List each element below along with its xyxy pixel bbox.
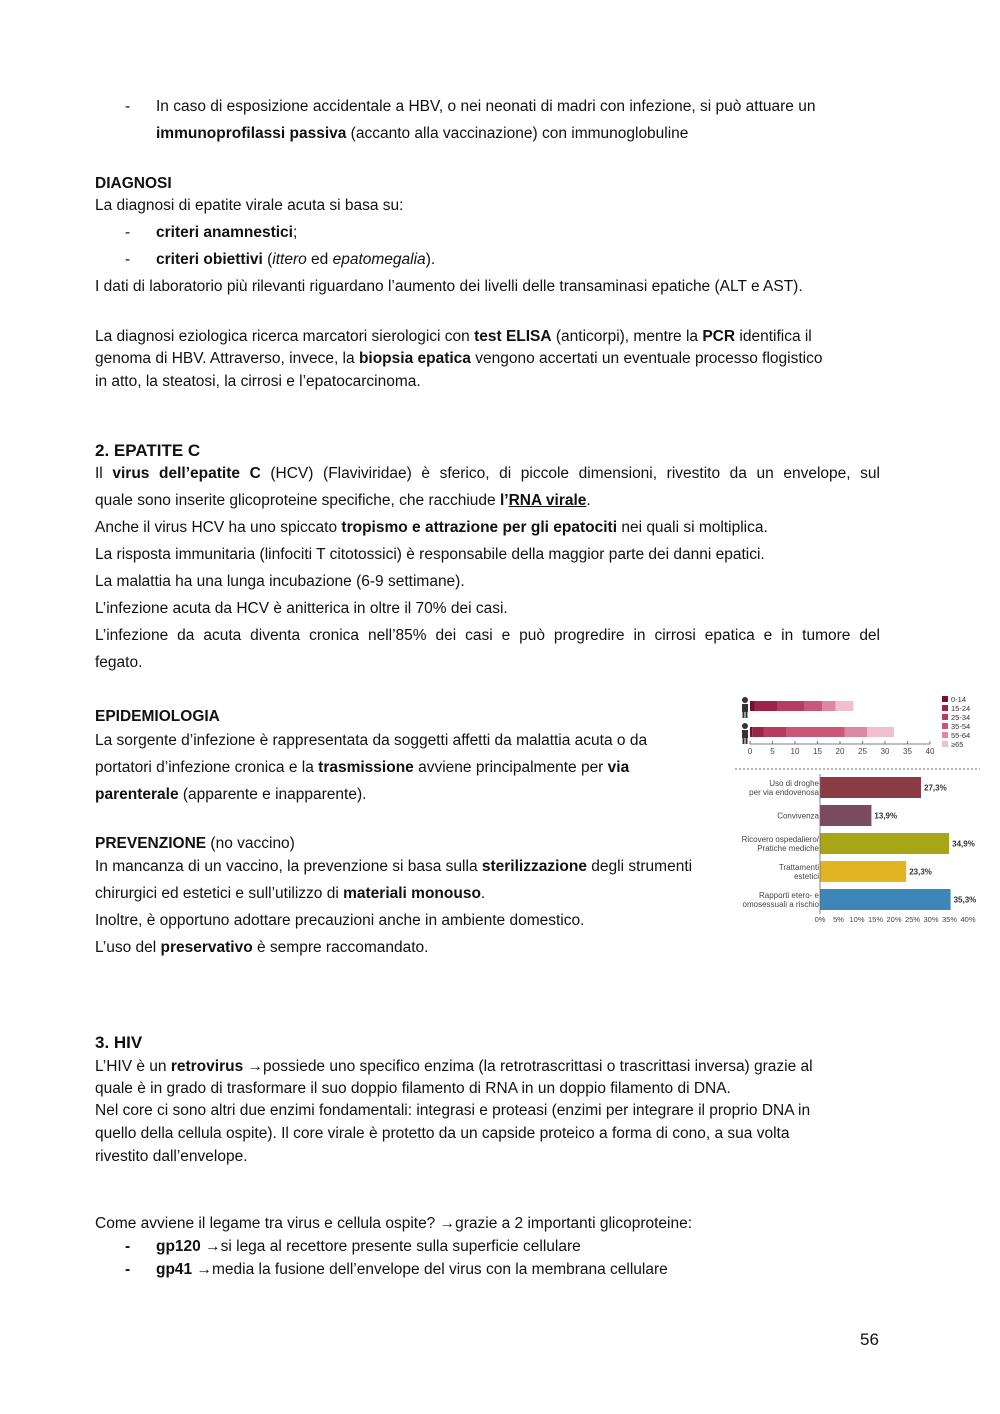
hiv-question: Come avviene il legame tra virus e cellula ospite? →grazie a 2 importanti glicoproteine: xyxy=(95,1215,693,1232)
age-tick-label: 35 xyxy=(903,747,912,756)
age-tick-label: 25 xyxy=(858,747,867,756)
diagnosi-intro: La diagnosi di epatite virale acuta si basa su: xyxy=(95,197,404,214)
age-tick-label: 10 xyxy=(790,747,800,756)
hiv-line4: quello della cellula ospite). Il core virale è protetto da un capside proteico a forma di cono, a sua volta xyxy=(95,1125,790,1142)
risk-bar xyxy=(820,777,921,798)
risk-bar xyxy=(820,833,949,854)
age-bar-segment xyxy=(755,701,778,711)
bullet-dash: - xyxy=(125,251,131,268)
hcv-line1: Il virus dell’epatite C (HCV) (Flaviviridae) è sferico, di piccole dimensioni, rivestito da un envelope, sul xyxy=(95,465,880,482)
age-tick-label: 5 xyxy=(770,747,775,756)
epidemiologia-heading: EPIDEMIOLOGIA xyxy=(95,708,220,725)
age-bar-segment xyxy=(822,701,836,711)
epidemiologia-line3: parenterale (apparente e inapparente). xyxy=(95,786,367,803)
age-legend-label: 55-64 xyxy=(951,731,971,740)
age-tick-label: 15 xyxy=(813,747,822,756)
hcv-line4: La risposta immunitaria (linfociti T citotossici) è responsabile della maggior parte dei danni epatici. xyxy=(95,546,765,563)
age-bar-segment xyxy=(836,701,854,711)
risk-value-label: 13,9% xyxy=(874,811,898,821)
hiv-line3: Nel core ci sono altri due enzimi fondamentali: integrasi e proteasi (enzimi per integrare il proprio DNA in xyxy=(95,1102,811,1119)
age-distribution-chart xyxy=(735,695,980,769)
hcv-heading: 2. EPATITE C xyxy=(95,441,201,460)
hiv-line2: quale è in grado di trasformare il suo doppio filamento di RNA in un doppio filamento di DNA. xyxy=(95,1080,731,1097)
risk-value-label: 23,3% xyxy=(909,867,932,877)
age-bar-segment xyxy=(764,727,787,737)
age-legend-label: 15-24 xyxy=(951,704,971,713)
diagnosi-heading: DIAGNOSI xyxy=(95,175,172,192)
age-legend-label: 25-34 xyxy=(951,713,971,722)
risk-tick-label: 10% xyxy=(849,915,865,924)
age-tick-label: 0 xyxy=(747,747,753,756)
hiv-heading: 3. HIV xyxy=(95,1033,143,1052)
age-legend-swatch xyxy=(942,705,948,711)
age-bar-segment xyxy=(777,701,804,711)
prevenzione-line3: Inoltre, è opportuno adottare precauzioni anche in ambiente domestico. xyxy=(95,912,585,929)
risk-value-label: 34,9% xyxy=(952,839,975,849)
age-legend-label: 0-14 xyxy=(951,695,967,704)
risk-tick-label: 5% xyxy=(833,915,844,924)
age-legend-swatch xyxy=(942,741,948,747)
age-tick-label: 30 xyxy=(880,747,890,756)
diagnosi-lab: I dati di laboratorio più rilevanti riguardano l’aumento dei livelli delle transaminasi epatiche (ALT e AST). xyxy=(95,278,803,295)
age-bar-segment xyxy=(845,727,868,737)
risk-tick-label: 0% xyxy=(814,915,826,924)
age-bar-segment xyxy=(786,727,845,737)
epidemiologia-line1: La sorgente d’infezione è rappresentata da soggetti affetti da malattia acuta o da xyxy=(95,732,648,749)
risk-category-label: Rapporti etero- e omosessuali a rischio xyxy=(742,891,819,909)
age-bar-segment xyxy=(750,701,755,711)
hiv-line5: rivestito dall’envelope. xyxy=(95,1148,248,1165)
risk-value-label: 27,3% xyxy=(924,783,947,793)
risk-tick-label: 30% xyxy=(923,915,939,924)
age-legend-swatch xyxy=(942,723,948,729)
risk-tick-label: 25% xyxy=(904,915,921,924)
hiv-bullet-gp41: gp41 →media la fusione dell’envelope del virus con la membrana cellulare xyxy=(156,1261,668,1278)
risk-category-label: Convivenza xyxy=(777,811,819,821)
prevenzione-line1: In mancanza di un vaccino, la prevenzione si basa sulla sterilizzazione degli strumenti xyxy=(95,858,693,875)
bullet-dash: - xyxy=(125,1238,131,1255)
hbv-bullet-line2: immunoprofilassi passiva (accanto alla vaccinazione) con immunoglobuline xyxy=(156,125,689,142)
risk-tick-label: 35% xyxy=(941,915,958,924)
prevenzione-line4: L’uso del preservativo è sempre raccomandato. xyxy=(95,939,429,956)
risk-category-label: Ricovero ospedaliero/ Pratiche mediche xyxy=(741,835,819,853)
age-legend-label: 35-54 xyxy=(951,722,971,731)
diagnosi-p2-line1: La diagnosi eziologica ricerca marcatori sierologici con test ELISA (anticorpi), mentre la PCR identifica il xyxy=(95,328,812,345)
age-legend-swatch xyxy=(942,732,948,738)
hcv-risk-chart xyxy=(730,692,982,930)
hiv-line1: L’HIV è un retrovirus →possiede uno specifico enzima (la retrotrascrittasi o trascrittasi inversa) grazie al xyxy=(95,1058,813,1075)
risk-bar xyxy=(820,861,906,882)
hcv-line7: L’infezione da acuta diventa cronica nell’85% dei casi e può progredire in cirrosi epatica e in tumore del xyxy=(95,627,880,644)
hcv-line8: fegato. xyxy=(95,654,143,671)
risk-tick-label: 20% xyxy=(886,915,902,924)
page-number: 56 xyxy=(860,1330,879,1349)
risk-tick-label: 15% xyxy=(867,915,884,924)
age-bar-segment xyxy=(804,701,822,711)
age-tick-label: 40 xyxy=(925,747,935,756)
epidemiologia-line2: portatori d’infezione cronica e la trasmissione avviene principalmente per via xyxy=(95,759,630,776)
age-bar-segment xyxy=(867,727,894,737)
risk-bar xyxy=(820,889,951,910)
age-legend-swatch xyxy=(942,714,948,720)
diagnosi-p2-line3: in atto, la steatosi, la cirrosi e l’epatocarcinoma. xyxy=(95,373,421,390)
diagnosi-bullet-2: criteri obiettivi (ittero ed epatomegalia). xyxy=(156,251,436,268)
hbv-bullet-line1: In caso di esposizione accidentale a HBV, o nei neonati di madri con infezione, si può attuare un xyxy=(156,98,816,115)
risk-category-label: Uso di droghe per via endovenosa xyxy=(749,779,819,797)
hcv-line3: Anche il virus HCV ha uno spiccato tropismo e attrazione per gli epatociti nei quali si moltiplica. xyxy=(95,519,768,536)
bullet-dash: - xyxy=(125,224,131,241)
hcv-line6: L’infezione acuta da HCV è anitterica in oltre il 70% dei casi. xyxy=(95,600,508,617)
risk-category-label: Trattamenti estetici xyxy=(778,863,819,881)
diagnosi-bullet-1: criteri anamnestici; xyxy=(156,224,298,241)
risk-value-label: 35,3% xyxy=(953,895,977,905)
risk-tick-label: 40% xyxy=(960,915,976,924)
male-icon xyxy=(742,697,748,718)
age-legend-swatch xyxy=(942,696,948,702)
risk-factor-chart xyxy=(742,774,977,924)
age-tick-label: 20 xyxy=(835,747,845,756)
hcv-line5: La malattia ha una lunga incubazione (6-9 settimane). xyxy=(95,573,465,590)
age-bar-segment xyxy=(750,727,752,737)
female-icon xyxy=(742,723,748,744)
hiv-bullet-gp120: gp120 →si lega al recettore presente sulla superficie cellulare xyxy=(156,1238,581,1255)
diagnosi-p2-line2: genoma di HBV. Attraverso, invece, la biopsia epatica vengono accertati un eventuale processo flogistico xyxy=(95,350,823,367)
hcv-line2: quale sono inserite glicoproteine specifiche, che racchiude l’RNA virale. xyxy=(95,492,591,509)
prevenzione-line2: chirurgici ed estetici e sull’utilizzo di materiali monouso. xyxy=(95,885,486,902)
age-legend-label: ≥65 xyxy=(951,740,964,749)
bullet-dash: - xyxy=(125,98,131,115)
bullet-dash: - xyxy=(125,1261,131,1278)
prevenzione-heading: PREVENZIONE (no vaccino) xyxy=(95,835,295,852)
risk-bar xyxy=(820,805,871,826)
age-bar-segment xyxy=(752,727,763,737)
